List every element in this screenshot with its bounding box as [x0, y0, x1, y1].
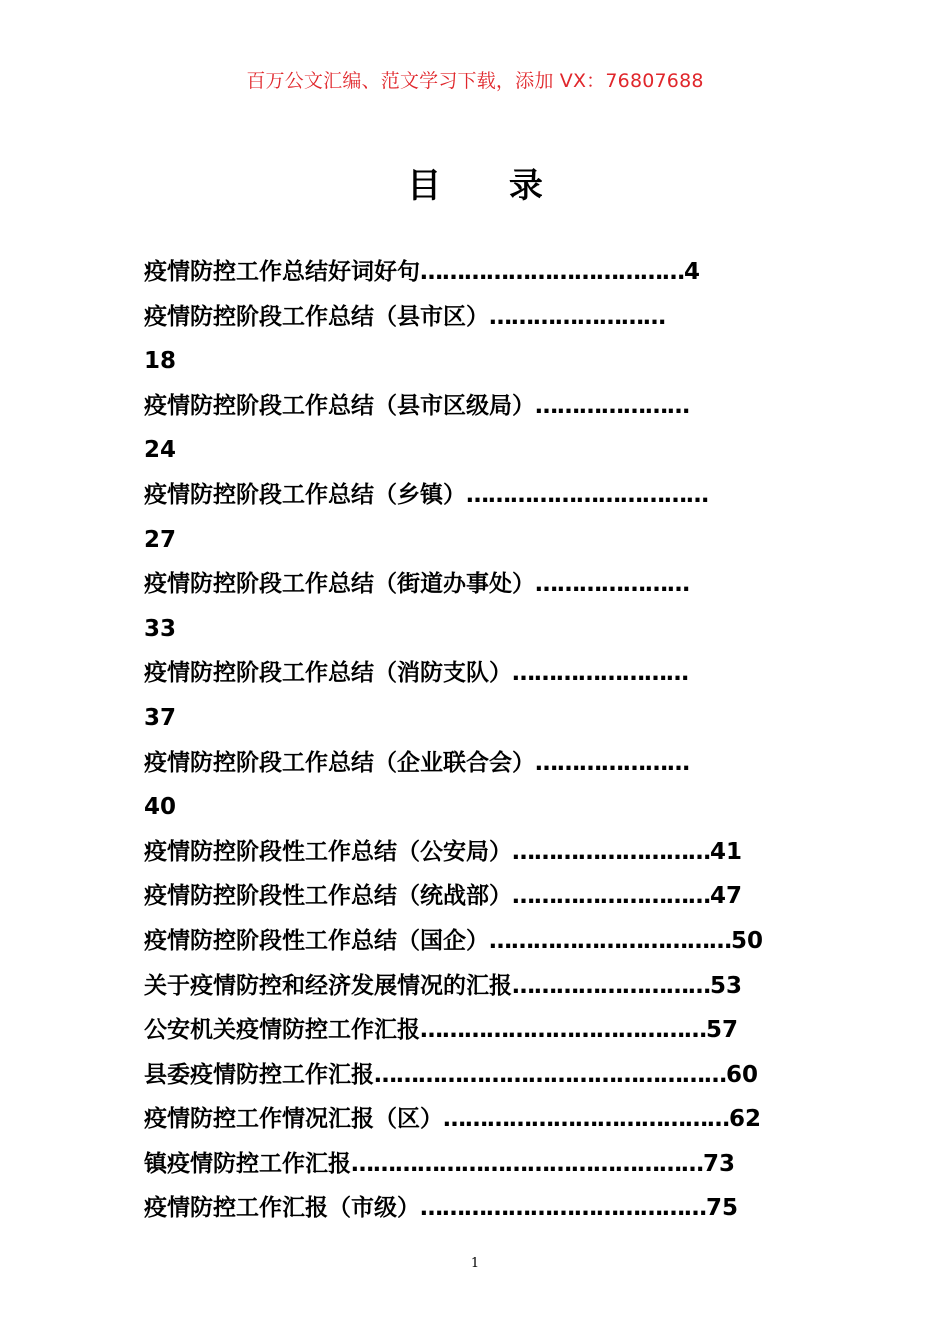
toc-entry-title: 疫情防控工作汇报（市级） — [144, 1195, 420, 1222]
toc-leader-dots: …………………………… — [489, 927, 731, 954]
toc-entry-line — [144, 562, 806, 607]
toc-entry-title: 疫情防控阶段性工作总结（公安局） — [144, 838, 512, 865]
header-watermark-note: 百万公文汇编、范文学习下载，添加 VX：76807688 — [246, 70, 704, 92]
toc-entry-page: 60 — [726, 1061, 759, 1088]
toc-entry-page: 41 — [710, 838, 743, 865]
toc-entry[interactable] — [144, 473, 806, 562]
toc-leader-dots: ………………………………… — [420, 1195, 706, 1222]
toc-entry[interactable] — [144, 830, 806, 875]
toc-entry-line — [144, 928, 731, 954]
toc-leader-dots: ………………………………… — [420, 1017, 706, 1044]
toc-entry-title: 疫情防控工作情况汇报（区） — [144, 1106, 443, 1133]
toc-entry[interactable] — [144, 919, 806, 964]
toc-entry-line — [144, 973, 710, 999]
toc-entry[interactable] — [144, 1097, 806, 1142]
toc-entry-page: 40 — [144, 794, 177, 821]
toc-entry-page: 75 — [706, 1195, 739, 1222]
toc-entry-title: 公安机关疫情防控工作汇报 — [144, 1017, 420, 1044]
toc-entry-line — [144, 1151, 703, 1177]
toc-entry-line — [144, 1062, 726, 1088]
toc-entry-line — [144, 651, 806, 696]
toc-entry-page: 73 — [703, 1150, 736, 1177]
toc-entry-title: 疫情防控阶段性工作总结（统战部） — [144, 883, 512, 910]
toc-entry-page: 57 — [706, 1017, 739, 1044]
table-of-contents — [144, 250, 806, 1231]
toc-leader-dots: ………………………………………… — [351, 1150, 703, 1177]
toc-title: 目 录 — [407, 166, 571, 206]
toc-entry[interactable] — [144, 250, 806, 295]
toc-entry-page: 18 — [144, 348, 177, 375]
toc-entry-line — [144, 1017, 706, 1043]
toc-entry-page: 4 — [684, 259, 701, 285]
toc-entry[interactable] — [144, 384, 806, 473]
toc-entry-line — [144, 741, 806, 786]
toc-entry-title: 疫情防控阶段工作总结（县市区） — [144, 303, 489, 330]
toc-entry[interactable] — [144, 295, 806, 384]
toc-leader-dots: ………………… — [535, 571, 689, 598]
toc-entry-title: 疫情防控阶段工作总结（乡镇） — [144, 481, 466, 508]
toc-entry[interactable] — [144, 651, 806, 740]
toc-entry-title: 县委疫情防控工作汇报 — [144, 1061, 374, 1088]
toc-entry[interactable] — [144, 1186, 806, 1231]
toc-entry-page: 27 — [144, 526, 177, 553]
toc-entry-page: 47 — [710, 883, 743, 910]
toc-entry-line — [144, 1106, 729, 1132]
toc-leader-dots: ……………………… — [512, 838, 710, 865]
toc-entry[interactable] — [144, 1142, 806, 1187]
toc-entry[interactable] — [144, 964, 806, 1009]
toc-entry-title: 疫情防控工作总结好词好句 — [144, 259, 420, 285]
toc-leader-dots: ……………………… — [512, 883, 710, 910]
toc-entry-page: 62 — [729, 1106, 762, 1133]
toc-entry-line — [144, 839, 710, 865]
toc-leader-dots: …………………………… — [466, 481, 708, 508]
toc-entry[interactable] — [144, 1053, 806, 1098]
toc-entry-line — [144, 259, 684, 285]
toc-entry[interactable] — [144, 1008, 806, 1053]
page-number: 1 — [470, 1256, 480, 1271]
toc-entry-title: 疫情防控阶段工作总结（消防支队） — [144, 660, 512, 687]
toc-leader-dots: ………………………………… — [443, 1106, 729, 1133]
toc-entry-title: 疫情防控阶段工作总结（企业联合会） — [144, 749, 535, 776]
toc-entry-title: 疫情防控阶段工作总结（街道办事处） — [144, 571, 535, 598]
toc-entry-page: 50 — [731, 927, 764, 954]
toc-entry[interactable] — [144, 741, 806, 830]
toc-entry[interactable] — [144, 562, 806, 651]
toc-entry-line — [144, 883, 710, 909]
toc-leader-dots: …………………… — [489, 303, 665, 330]
toc-entry-page: 37 — [144, 704, 177, 731]
toc-entry-title: 疫情防控阶段工作总结（县市区级局） — [144, 392, 535, 419]
toc-leader-dots: ……………………………… — [420, 259, 684, 285]
toc-entry-line — [144, 384, 806, 429]
toc-entry-page: 24 — [144, 437, 177, 464]
toc-entry-page: 53 — [710, 972, 743, 999]
toc-leader-dots: ………………………………………… — [374, 1061, 726, 1088]
toc-entry-line — [144, 1195, 706, 1221]
toc-leader-dots: ………………… — [535, 392, 689, 419]
toc-entry-line — [144, 473, 806, 518]
toc-entry-title: 疫情防控阶段性工作总结（国企） — [144, 927, 489, 954]
toc-entry-page: 33 — [144, 615, 177, 642]
toc-entry-line — [144, 295, 806, 340]
toc-entry[interactable] — [144, 874, 806, 919]
toc-leader-dots: …………………… — [512, 660, 688, 687]
toc-leader-dots: ……………………… — [512, 972, 710, 999]
toc-entry-title: 关于疫情防控和经济发展情况的汇报 — [144, 972, 512, 999]
toc-entry-title: 镇疫情防控工作汇报 — [144, 1150, 351, 1177]
toc-leader-dots: ………………… — [535, 749, 689, 776]
